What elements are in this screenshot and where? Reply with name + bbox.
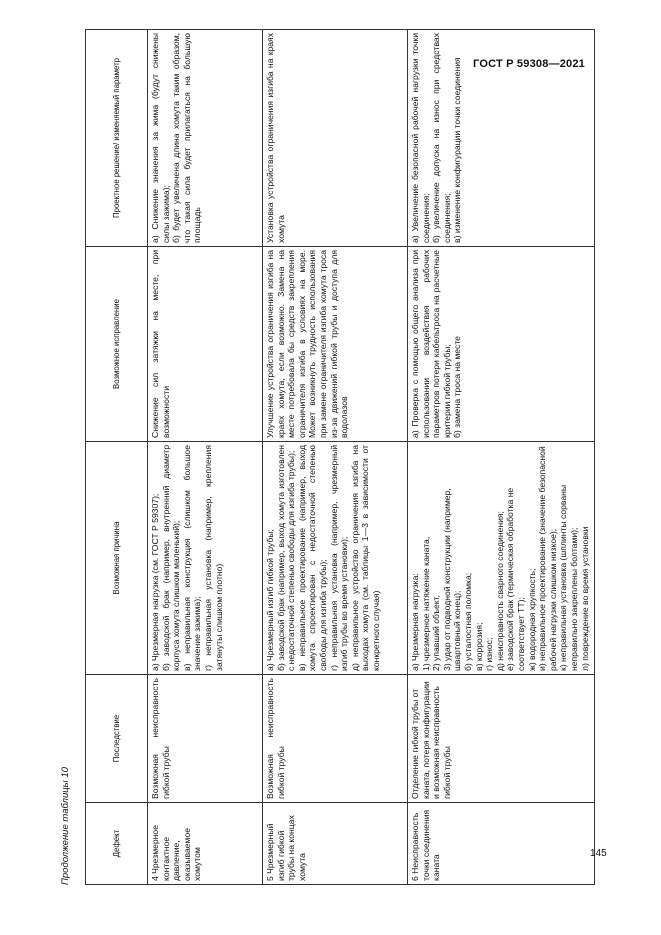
- page-number: 145: [590, 848, 607, 859]
- parameter-item: б) увеличение допуска на износ при средствах соединения;: [431, 33, 452, 243]
- table-caption: Продолжение таблицы 10: [60, 767, 71, 885]
- parameter-cell: [408, 30, 595, 247]
- parameter-item: а) Увеличение безопасной рабочей нагрузки точки соединения;: [410, 33, 431, 243]
- cause-item: 1) чрезмерное натяжение каната,: [420, 536, 431, 671]
- parameter-item: в) изменение конфигурации точки соединения: [452, 57, 463, 243]
- table-row: [148, 30, 263, 885]
- fix-item: а) Проверка с помощью общего анализа при использовании воздействия рабочих параметров потери кабельтроса на расчетные критерии гибкой трубы;: [410, 250, 452, 438]
- defect-cell: 4 Чрезмерное контактное давление, оказываемое хомутом: [148, 803, 263, 885]
- cause-item: 2) упавший объект,: [431, 594, 442, 671]
- parameter-item: б) будет увеличена длина хомута таким образом, что такая сила будет прилагаться на большую площадь: [171, 33, 203, 243]
- header-parameter: Проектное решение/ изменяемый параметр: [86, 30, 148, 247]
- cause-cell: [408, 442, 595, 675]
- cause-item: б) заводской брак (например, внутренний диаметр корпуса хомута слишком маленький);: [160, 445, 182, 671]
- header-fix: Возможное исправление: [86, 247, 148, 442]
- defects-table: [85, 29, 595, 885]
- header-defect: Дефект: [86, 803, 148, 885]
- cause-item: б) усталостная поломка;: [462, 572, 473, 671]
- cause-item: г) износ;: [484, 637, 495, 671]
- table-header-row: [86, 30, 148, 885]
- parameter-item: а) Снижение значения за жима (будут снижены силы зажима);: [150, 33, 171, 243]
- cause-item: 3) удар от подводной конструкции (например, швартовный конец);: [441, 488, 463, 671]
- fix-cell: [148, 247, 263, 442]
- cause-cell: [263, 442, 408, 675]
- cause-item: е) заводской брак (термическая обработка не соответствует ТТ);: [505, 487, 526, 671]
- cause-item: и) неправильное проектирование (значение безопасной рабочей нагрузки слишком низкое);: [537, 446, 558, 671]
- consequence-cell: Возможная неисправность гибкой трубы: [263, 675, 408, 803]
- cause-item: г) неправильная установка (например, крепления затянуты слишком плотно): [202, 445, 224, 671]
- cause-item: а) Чрезмерная нагрузка (см. ГОСТ Р 59307);: [150, 493, 160, 671]
- cause-item: г) неправильная установка (например, чрезмерный изгиб трубы во время установки);: [328, 445, 350, 671]
- header-consequence: Последствие: [86, 675, 148, 803]
- cause-item: д) неправильное устройство ограничения изгиба на выходах хомута (см. таблицы 1—3 в зависимости от конкретного случая): [349, 445, 381, 671]
- consequence-cell: Отделение гибкой трубы от каната, потеря конфигурации и возможная неисправность гибкой трубы: [408, 675, 595, 803]
- fix-item: Улучшение устройства ограничения изгиба на краях хомута, если возможно. Заменa на месте потребовала бы средств закрепления ограничителя изгиба в условиях на море. Может возникнуть трудность использования при замене ограничителя изгиба хомута троса из-за движений гибкой трубы и доступа для водолазов: [265, 250, 350, 438]
- cause-item: в) коррозия;: [473, 622, 484, 671]
- fix-cell: [263, 247, 408, 442]
- header-cause: Возможная причина: [86, 442, 148, 675]
- parameter-cell: [148, 30, 263, 247]
- fix-item: б) замена троса на месте: [452, 336, 463, 438]
- table-row: [408, 30, 595, 885]
- cause-cell: [148, 442, 263, 675]
- standard-number: ГОСТ Р 59308—2021: [473, 58, 585, 70]
- consequence-cell: Возможная неисправность гибкой трубы: [148, 675, 263, 803]
- defect-cell: 6 Неисправность точки соединения каната: [408, 803, 595, 885]
- cause-item: б) заводской брак (например, выход хомута изготовлен с недостаточной степенью свободы для изгиба трубы);: [275, 445, 297, 671]
- cause-item: а) Чрезмерный изгиб гибкой трубы;: [265, 529, 275, 671]
- cause-item: в) неправильная конструкция (слишком большое значение зажима);: [181, 445, 203, 671]
- cause-item: ж) водородная хрупкость;: [526, 568, 537, 671]
- rotated-table-block: [60, 30, 590, 885]
- cause-item: а) Чрезмерная нагрузка:: [410, 573, 420, 671]
- fix-item: Снижение сил затяжки на месте, при возможности: [150, 250, 171, 438]
- cause-item: д) неисправность сварного соединения;: [494, 511, 505, 671]
- cause-item: в) неправильное проектирование (например, выход хомута спроектирован с недостаточной степенью свободы для изгиба трубы);: [296, 445, 328, 671]
- cause-item: л) повреждение во время установки: [579, 526, 590, 671]
- parameter-cell: [263, 30, 408, 247]
- cause-item: к) неправильная установка (шплинты сорваны неправильно закреплены болтами);: [558, 484, 579, 671]
- parameter-item: Установка устройства ограничения изгиба на краях хомута: [265, 33, 286, 243]
- defect-cell: 5 Чрезмерный изгиб гибкой трубы на концах хомута: [263, 803, 408, 885]
- table-row: [263, 30, 408, 885]
- fix-cell: [408, 247, 595, 442]
